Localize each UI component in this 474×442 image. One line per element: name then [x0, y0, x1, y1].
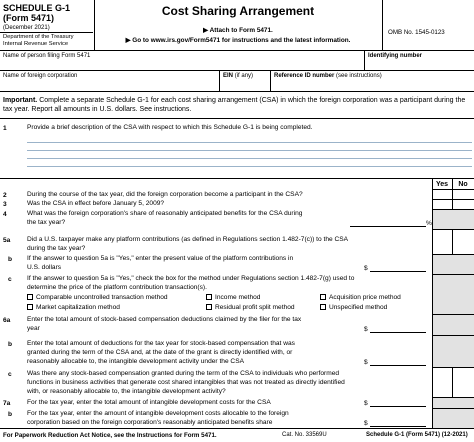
line-6c-text-a: Was there any stock-based compensation granted during the term of the CSA to individuals who performed — [27, 370, 340, 377]
line-5a-yes-box[interactable] — [433, 244, 452, 253]
method-unspecified-label: Unspecified method — [329, 304, 388, 311]
dollar-sign-7a: $ — [364, 400, 368, 407]
line-3-text — [27, 200, 430, 208]
identifying-number-field[interactable] — [365, 60, 474, 69]
line-6b-shade — [433, 336, 474, 367]
line-6a-number: 6a — [3, 317, 11, 324]
department-line-1: Department of the Treasury — [3, 34, 74, 40]
line-6c-text-b: functions in business activities that generate cost shared intangibles that was not treated as directly identified — [27, 379, 345, 386]
platform-contribution-value-field[interactable] — [370, 263, 426, 272]
reference-id-field[interactable] — [271, 80, 474, 90]
line-6b-letter: b — [8, 341, 13, 348]
line-2-no-box[interactable] — [453, 190, 474, 199]
method-income-label: Income method — [215, 294, 261, 301]
line-4-rule — [432, 229, 474, 230]
line-2-text — [27, 191, 430, 199]
method-acquisition-label: Acquisition price method — [329, 294, 401, 301]
benefit-share-field[interactable] — [350, 218, 426, 227]
catalog-number: Cat. No. 33569U — [282, 432, 327, 438]
line-3-yes-box[interactable] — [433, 200, 452, 209]
allocable-dev-costs-field[interactable] — [370, 418, 426, 427]
line-7a-shade — [433, 398, 474, 408]
checkbox-icon[interactable] — [206, 294, 212, 300]
dollar-sign-6a: $ — [364, 326, 368, 333]
omb-number: OMB No. 1545-0123 — [388, 29, 445, 36]
line-6c-text-c: with, or reasonably allocable to, the intangible development activity? — [27, 388, 226, 395]
line-1-number: 1 — [3, 125, 7, 132]
line-5c-text-a: If the answer to question 5a is "Yes," check the box for the method under Regulations section 1.482-7(g) used to — [27, 275, 355, 282]
id-rule-2 — [0, 91, 474, 92]
line-5b-text-a: If the answer to question 5a is "Yes," enter the present value of the platform contributions in — [27, 255, 294, 262]
checkbox-icon[interactable] — [320, 294, 326, 300]
important-text: Complete a separate Schedule G-1 for each cost sharing arrangement (CSA) in which the foreign corporation was a participant during the tax year. Report all amounts in U.S. dollars. See instructions. — [3, 97, 466, 113]
line-4-text-a: What was the foreign corporation's share of reasonably anticipated benefits for the CSA during — [27, 210, 303, 217]
important-bottom-rule — [0, 118, 474, 119]
foreign-corp-label: Name of foreign corporation — [3, 73, 78, 79]
intangible-dev-costs-field[interactable] — [370, 398, 426, 407]
method-comparable-uncontrolled[interactable] — [27, 294, 168, 302]
line-5b-text-b: U.S. dollars — [27, 264, 62, 271]
description-rule-3 — [27, 158, 472, 159]
line-5a-no-box[interactable] — [453, 244, 474, 253]
ein-field[interactable] — [220, 80, 270, 90]
line-4-text-b: the tax year? — [27, 219, 66, 226]
line-5a-text-a: Did a U.S. taxpayer make any platform contributions (as defined in Regulations section 1.482-7(c)) to the CSA — [27, 236, 349, 243]
header-divider-left — [0, 32, 93, 33]
line-6b-text-c: reasonably allocable to, the intangible development activity under the CSA — [27, 358, 244, 365]
header-right-border — [382, 0, 383, 50]
ein-hint: (if any) — [234, 73, 254, 79]
line-7b-letter: b — [8, 411, 13, 418]
line-5b-letter: b — [8, 256, 13, 263]
line-6b-rule — [432, 367, 474, 368]
line-6a-text-b: year — [27, 325, 40, 332]
reference-id-hint: (see instructions) — [336, 73, 382, 79]
dollar-sign-5b: $ — [364, 265, 368, 272]
attach-instruction: ▶ Attach to Form 5471. — [203, 27, 273, 34]
csa-description-field[interactable] — [27, 134, 472, 174]
line-5c-shade — [433, 275, 474, 314]
line-6a-text-a: Enter the total amount of stock-based compensation deductions claimed by the filer for the tax — [27, 316, 302, 323]
line-5a-text-b: during the tax year? — [27, 245, 86, 252]
line-6c-no-box[interactable] — [453, 387, 474, 396]
method-market-capitalization[interactable] — [27, 304, 120, 312]
dollar-sign-6b: $ — [364, 359, 368, 366]
important-label: Important. — [3, 97, 38, 104]
stock-comp-deductions-field[interactable] — [370, 324, 426, 333]
line-6a-shade — [433, 315, 474, 335]
line-7b-text-a: For the tax year, enter the amount of intangible development costs allocable to the foreign — [27, 410, 289, 417]
method-residual-profit-split[interactable] — [206, 304, 295, 312]
no-column-header: No — [458, 181, 468, 188]
schedule-title: SCHEDULE G-1 — [3, 3, 71, 13]
yes-column-header: Yes — [435, 181, 449, 188]
line-7b-shade — [433, 409, 474, 428]
method-unspecified[interactable] — [320, 304, 387, 312]
percent-sign: % — [426, 220, 432, 227]
checkbox-icon[interactable] — [206, 304, 212, 310]
line-4-shade — [433, 210, 474, 229]
description-rule-4 — [27, 166, 472, 167]
method-income[interactable] — [206, 294, 260, 302]
line-7a-text: For the tax year, enter the total amount of intangible development costs for the CSA — [27, 399, 271, 406]
dollar-sign-7b: $ — [364, 420, 368, 427]
line-3-question: Was the CSA in effect before January 5, 2009? — [27, 200, 165, 207]
line-1-bottom-rule — [0, 178, 474, 179]
checkbox-icon[interactable] — [27, 304, 33, 310]
person-filing-field[interactable] — [0, 60, 364, 69]
line-2-number: 2 — [3, 192, 7, 199]
person-filing-label: Name of person filing Form 5471 — [3, 53, 91, 59]
method-acquisition-price[interactable] — [320, 294, 401, 302]
line-4-number: 4 — [3, 211, 7, 218]
line-1-text: Provide a brief description of the CSA with respect to which this Schedule G-1 is being completed. — [27, 124, 313, 131]
method-market-cap-label: Market capitalization method — [36, 304, 120, 311]
line-2-question: During the course of the tax year, did the foreign corporation become a participant in the CSA? — [27, 191, 303, 198]
form-identifier: Schedule G-1 (Form 5471) (12-2021) — [366, 432, 468, 438]
header-bottom-rule — [0, 50, 474, 51]
paperwork-notice: For Paperwork Reduction Act Notice, see the Instructions for Form 5471. — [3, 432, 217, 439]
footer-rule — [0, 428, 474, 429]
description-rule-2 — [27, 150, 472, 151]
foreign-corp-field[interactable] — [0, 80, 219, 90]
important-note — [3, 96, 471, 114]
department-line-2: Internal Revenue Service — [3, 41, 69, 47]
line-5c-letter: c — [8, 276, 12, 283]
line-6b-text-b: granted during the term of the CSA and, at the date of the grant is directly identified with, or — [27, 349, 293, 356]
method-residual-label: Residual profit split method — [215, 304, 295, 311]
method-comparable-label: Comparable uncontrolled transaction method — [36, 294, 168, 301]
line-7a-number: 7a — [3, 400, 11, 407]
identifying-number-label: Identifying number — [368, 53, 422, 59]
line-5a-number: 5a — [3, 237, 11, 244]
checkbox-icon[interactable] — [27, 294, 33, 300]
line-5c-text-b: determine the price of the platform contribution transaction(s). — [27, 284, 207, 291]
form-main-title: Cost Sharing Arrangement — [161, 4, 315, 18]
line-3-number: 3 — [3, 201, 7, 208]
line-5b-shade — [433, 255, 474, 274]
line-6c-yes-box[interactable] — [433, 387, 452, 396]
ein-label-text: EIN — [223, 73, 234, 79]
reference-id-label-text: Reference ID number — [274, 73, 335, 79]
line-6c-letter: c — [8, 371, 12, 378]
line-6b-text-a: Enter the total amount of deductions for the tax year for stock-based compensation that was — [27, 340, 295, 347]
allocable-stock-comp-field[interactable] — [370, 357, 426, 366]
irs-website-link[interactable]: ▶ Go to www.irs.gov/Form5471 for instructions and the latest information. — [125, 37, 351, 44]
description-rule-1 — [27, 142, 472, 143]
line-2-yes-box[interactable] — [433, 190, 452, 199]
checkbox-icon[interactable] — [320, 304, 326, 310]
revision-date: (December 2021) — [3, 25, 50, 31]
line-7b-text-b: corporation based on the foreign corporation's reasonably anticipated benefits share — [27, 419, 273, 426]
form-reference: (Form 5471) — [3, 13, 55, 23]
line-3-no-box[interactable] — [453, 200, 474, 209]
id-rule-1 — [0, 70, 474, 71]
